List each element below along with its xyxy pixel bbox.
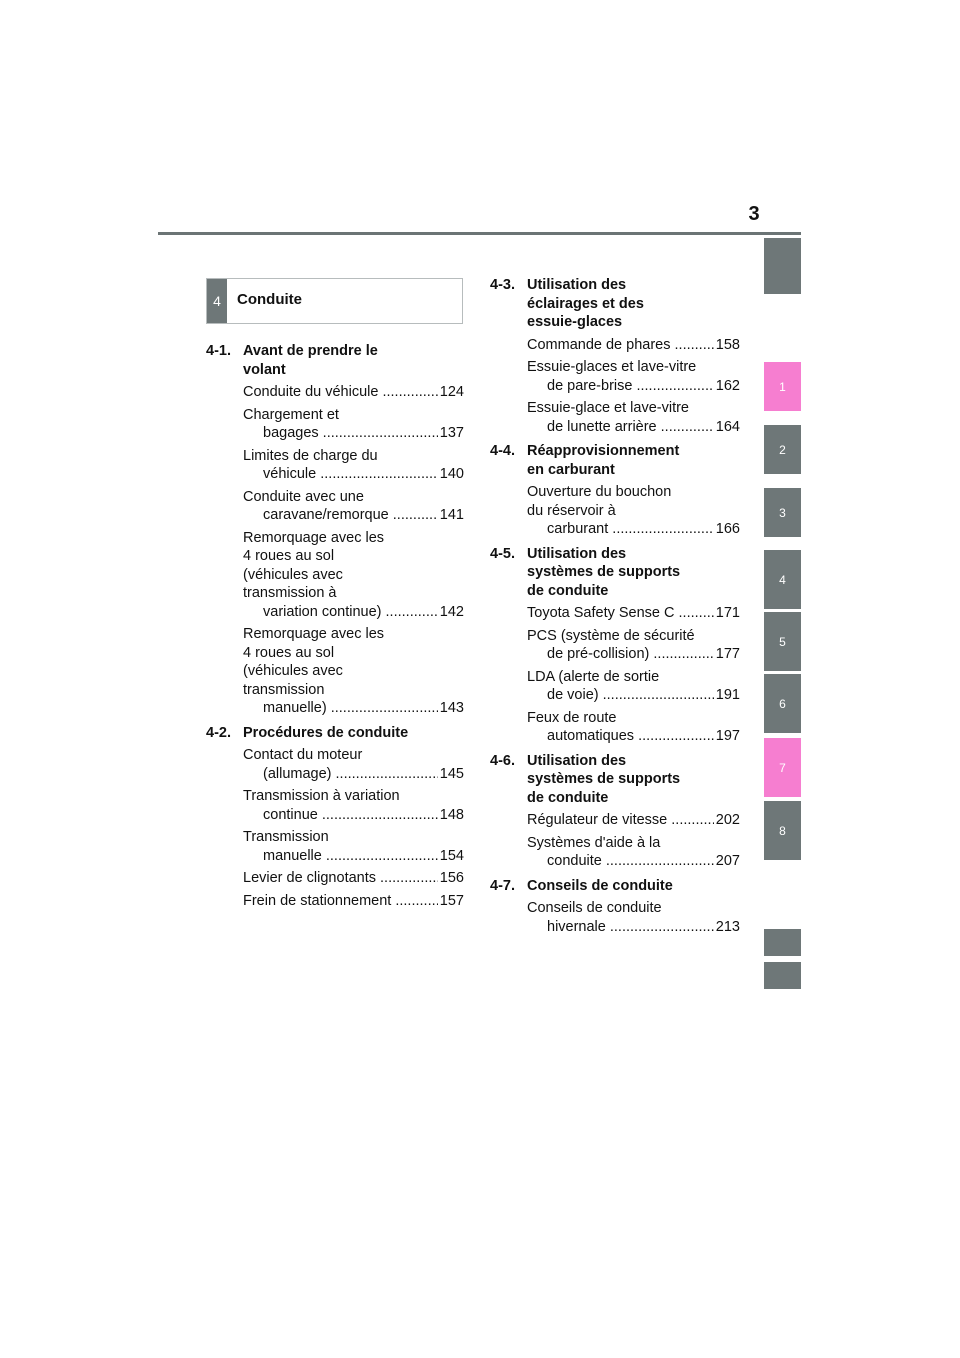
entry-page-number: 140 [439,466,464,482]
entry-leader-row [547,727,740,746]
toc-entry[interactable] [527,709,740,746]
entry-text-line: Levier de clignotants ..... [243,869,438,888]
entry-text-line: transmission [243,681,325,698]
entry-page-number: 207 [715,853,740,869]
entry-leader-row [263,603,464,622]
header-rule [158,232,801,235]
side-tab-blank-bottom-1[interactable] [764,929,801,956]
toc-entry[interactable] [243,787,464,824]
toc-entry[interactable] [527,811,740,830]
side-tab-6[interactable]: 6 [764,674,801,733]
entry-text-line: Contact du moteur [243,747,363,763]
section-title-line: Utilisation des [527,752,627,769]
toc-entry[interactable] [243,529,464,622]
entry-leader-row [263,506,464,525]
section-title[interactable] [243,342,464,379]
toc-entry[interactable] [243,488,464,525]
toc-entry[interactable] [527,604,740,623]
entry-text-line: du réservoir à [527,502,616,519]
entry-text-line: Remorquage avec les [243,529,385,546]
section-title-line: Utilisation des [527,277,627,293]
toc-section [490,442,740,539]
section-title-line: volant [243,361,286,378]
section-title[interactable] [527,545,740,601]
entry-text-line: automatiques ..... [547,727,714,746]
entry-leader-row [263,424,464,443]
entry-text-line: Frein de stationnement ..... [243,892,438,911]
section-title-line: Utilisation des [527,545,627,562]
side-tab-1[interactable]: 1 [764,362,801,411]
section-title-line: systèmes de supports [527,564,681,580]
entry-page-number: 191 [715,687,740,703]
entry-text-line: continue ..... [263,806,438,825]
entry-text-line: de pré-collision) ..... [547,645,714,664]
entry-leader-row [263,699,464,718]
entry-page-number: 177 [715,646,740,662]
entry-text-line: Limites de charge du [243,447,378,464]
entry-text-line: variation continue) ..... [263,603,438,622]
section-number: 4-5. [490,545,515,562]
toc-section [490,752,740,871]
entry-text-line: Toyota Safety Sense C ..... [527,604,714,623]
section-title-line: de conduite [527,789,609,806]
toc-entry[interactable] [527,399,740,436]
toc-section [206,724,464,911]
section-title-line: éclairages et des [527,295,644,312]
entry-leader-row [547,645,740,664]
entry-leader-row [527,811,740,830]
entry-text-line: Conseils de conduite [527,900,662,916]
entry-text-line: Conduite avec une [243,488,364,505]
section-title-line: Procédures de conduite [243,724,409,741]
entry-leader-row [547,418,740,437]
entry-text-line: Ouverture du bouchon [527,484,672,500]
entry-text-line: Transmission [243,829,329,845]
entry-text-line: de voie) ..... [547,686,714,705]
section-number: 4-3. [490,277,515,293]
entry-text-line: Régulateur de vitesse ..... [527,811,714,830]
toc-entry[interactable] [243,746,464,783]
entry-page-number: 145 [439,765,464,782]
entry-text-line: 4 roues au sol [243,548,335,564]
entry-leader-row [263,847,464,866]
page-number: 3 [748,203,760,225]
toc-column-left [206,342,464,916]
section-title-line: de conduite [527,582,609,599]
entry-leader-row [243,892,464,911]
toc-section [490,276,740,436]
toc-entry[interactable] [527,358,740,395]
toc-section [490,545,740,746]
section-title-line: systèmes de supports [527,771,681,787]
entry-page-number: 143 [439,700,464,716]
entry-text-line: caravane/remorque ..... [263,506,438,525]
toc-entry[interactable] [527,627,740,664]
entry-page-number: 171 [715,605,740,621]
section-title[interactable] [527,752,740,808]
entry-page-number: 158 [715,336,740,353]
entry-text-line: (allumage) ..... [263,765,438,784]
entry-text-line: Commande de phares ..... [527,336,714,355]
entry-page-number: 197 [715,728,740,744]
entry-page-number: 202 [715,812,740,828]
entry-text-line: conduite ..... [547,852,714,871]
entry-text-line: hivernale ..... [547,918,714,937]
toc-entry[interactable] [243,869,464,888]
entry-leader-row [263,806,464,825]
entry-text-line: de pare-brise ..... [547,377,714,396]
chapter-title: Conduite [237,291,302,308]
section-number: 4-1. [206,343,231,359]
section-number: 4-7. [490,877,515,894]
section-title[interactable] [527,442,740,479]
entry-text-line: manuelle) ..... [263,699,438,718]
entry-leader-row [547,918,740,937]
section-title-line: Avant de prendre le [243,343,378,359]
toc-entry[interactable] [243,383,464,402]
entry-page-number: 124 [439,384,464,400]
entry-text-line: 4 roues au sol [243,644,335,661]
entry-page-number: 164 [715,418,740,435]
entry-page-number: 166 [715,521,740,537]
section-title[interactable] [243,724,464,743]
section-title-line: en carburant [527,461,615,478]
section-title[interactable] [527,877,740,896]
entry-page-number: 162 [715,377,740,394]
toc-entry[interactable] [243,625,464,718]
entry-leader-row [547,520,740,539]
entry-text-line: Feux de route [527,709,617,726]
entry-leader-row [527,336,740,355]
entry-text-line: Conduite du véhicule ..... [243,383,438,402]
side-tab-blank-top[interactable] [764,238,801,294]
entry-page-number: 141 [439,507,464,523]
section-number: 4-6. [490,752,515,769]
entry-text-line: Essuie-glace et lave-vitre [527,400,689,416]
toc-section [206,342,464,718]
entry-text-line: manuelle ..... [263,847,438,866]
toc-entry[interactable] [243,447,464,484]
entry-text-line: transmission à [243,585,337,601]
entry-text-line: Systèmes d'aide à la [527,834,661,851]
toc-entry[interactable] [527,336,740,355]
entry-text-line: LDA (alerte de sortie [527,668,660,685]
entry-leader-row [527,604,740,623]
toc-entry[interactable] [527,899,740,936]
entry-page-number: 156 [439,870,464,886]
toc-column-right [490,276,740,942]
entry-page-number: 213 [715,918,740,935]
section-title-line: essuie-glaces [527,314,623,330]
chapter-number: 4 [207,279,227,323]
entry-text-line: Chargement et [243,406,339,423]
entry-text-line: Remorquage avec les [243,626,385,642]
side-tab-4[interactable]: 4 [764,550,801,609]
entry-leader-row [547,377,740,396]
side-tab-blank-bottom-2[interactable] [764,962,801,989]
entry-page-number: 148 [439,806,464,823]
entry-text-line: PCS (système de sécurité [527,627,695,644]
entry-leader-row [263,765,464,784]
toc-entry[interactable] [243,828,464,865]
side-tab-8[interactable]: 8 [764,801,801,860]
toc-entry[interactable] [527,668,740,705]
section-title[interactable] [527,276,740,332]
entry-text-line: Transmission à variation [243,788,400,804]
entry-page-number: 137 [439,425,464,441]
entry-page-number: 157 [439,892,464,909]
entry-text-line: (véhicules avec [243,663,343,679]
entry-page-number: 142 [439,603,464,620]
side-tab-5[interactable]: 5 [764,612,801,671]
section-number: 4-2. [206,724,231,741]
side-tab-2[interactable]: 2 [764,425,801,474]
entry-text-line: bagages ..... [263,424,438,443]
toc-entry[interactable] [527,483,740,539]
toc-section [490,877,740,937]
toc-entry[interactable] [243,892,464,911]
entry-page-number: 154 [439,847,464,864]
section-number: 4-4. [490,443,515,459]
entry-text-line: de lunette arrière ..... [547,418,714,437]
entry-leader-row [547,686,740,705]
chapter-header [206,278,463,324]
entry-text-line: (véhicules avec [243,566,343,583]
side-tab-7[interactable]: 7 [764,738,801,797]
section-title-line: Réapprovisionnement [527,443,680,459]
toc-entry[interactable] [243,406,464,443]
side-tab-3[interactable]: 3 [764,488,801,537]
entry-leader-row [263,465,464,484]
entry-text-line: Essuie-glaces et lave-vitre [527,359,697,375]
entry-text-line: véhicule ..... [263,465,438,484]
section-title-line: Conseils de conduite [527,877,673,894]
toc-entry[interactable] [527,834,740,871]
entry-text-line: carburant ..... [547,520,714,539]
entry-leader-row [547,852,740,871]
entry-leader-row [243,869,464,888]
entry-leader-row [243,383,464,402]
